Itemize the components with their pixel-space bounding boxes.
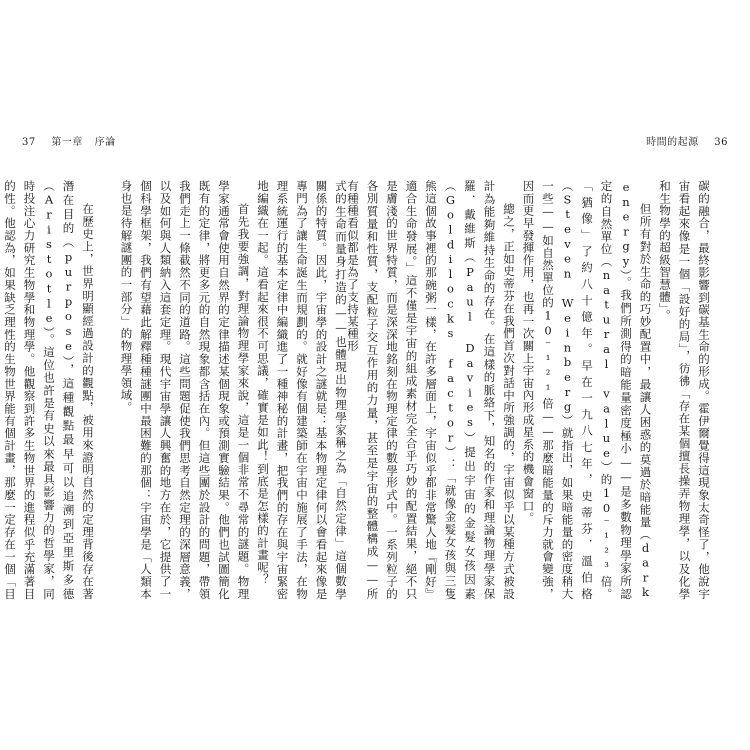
left-paragraph-3: 在歷史上，世界明顯經過設計的觀點，被用來證明自然的定理背後存在著潛在目的（purpose），這種觀點最早可以追溯到亞里斯多德（Aristotle）。這位也許是有史以來最具影響力的哲學家，同時投注心力研究生物學和物理學。他觀察到許多生物世界的進程似乎充滿著目的性。他認為，如果缺乏理性的生物世界能有個計畫，那麼一定存在一個「目 xyxy=(3,180,95,600)
right-page-number: 36 xyxy=(714,137,728,148)
right-paragraph-2: 但所有對於生命的巧妙配置中，最讓人困惑的莫過於暗能量（dark energy）。我們所測得的暗能量密度極小——是多數物理學家所認定的自然單位（natural value）的10⁻¹²³倍。「猶像」了約八十億年。早在一九八七年，史蒂芬．溫伯格（Steven Weinberg）就指出，如果暗能量的密度稍大一些——如自然單位的10⁻¹²¹倍——那麼暗能量的斥力就會變強，因而更早發揮作用，也再一次關上宇宙內形成星系的機會窗口。 xyxy=(521,180,653,600)
right-page-body xyxy=(346,180,713,600)
right-page xyxy=(346,180,713,600)
left-paragraph-2: 首先我要強調，對理論物理學家來說，這是一個非常不尋常的謎題。物理學家通常會使用自然界的定律描述某個現象或預測實驗結果。他們也試圖簡化既有的定律，將更多元的自然現象都含括在內。但這些團於設計的問題，帶領我們走上一條截然不同的道路。這些問題促使我們思考自然定理的深層意義，以及如何與人類納入這套定理。現代宇宙學讓人興奮的地方在於，它提供了一個科學框架，我們有望藉此解釋種種謎團中最困難的那個：宇宙學是「人類本身也是待解謎團的一部分」的物理學領域。 xyxy=(119,180,251,600)
right-paragraph-3: 總之，正如史蒂芬在我們首次對話中所強調的，宇宙似乎以某種方式被設計為能夠維持生命的存在。在這樣的脈絡下，知名的作家和理論物理學家保羅．戴維斯（Paul Davies）提出宇宙的金髮女孩因素（Goldilocks factor）：「就像金髮女孩與三隻熊這個故事裡的那碗粥一樣，在許多層面上，宇宙似乎都非常驚人地『剛好』適合生命發展。」這不僅是宇宙的組成素材完全合乎巧妙的配置結果，絕不只是膚淺的世界特質，而是深深地銘刻在物理定律的數學形式中。一系列粒子的各別質量和性質，支配粒子交互作用的力量，甚至是宇宙的整體構成——所有種種看似都是為了支持某種形 xyxy=(346,180,516,600)
left-page xyxy=(3,180,350,600)
left-paragraph-1: 式的生命而量身打造的——也體現出物理學家稱之為「自然定律」這個數學關係的特質。因此，宇宙學的設計之謎就是：基本物理定律何以會看起來像是專門為了讓生命誕生而規劃的。就好像有個建築師在宇宙中施展了手法，在物理系統運行的基本定律中編織進了一種神秘的計畫，把我們的存在與宇宙緊密地編織在一起。這看起來很不可思議，確實是如此！到底是怎樣的計畫呢？ xyxy=(256,180,348,600)
left-chapter-label: 第一章 xyxy=(51,137,83,148)
left-page-number: 37 xyxy=(22,137,36,148)
left-page-body xyxy=(3,180,350,600)
right-book-title: 時間的起源 xyxy=(646,137,699,148)
right-paragraph-1: 碳的融合，最終影響到碳基生命的形成。霍伊爾覺得這現象太奇怪了，他說宇宙看起來像是一個「設好的局」，彷彿「存在某個擅長操弄物理學，以及化學和生物學的超級智慧體」。 xyxy=(658,180,711,600)
right-running-head xyxy=(646,137,728,149)
left-running-head xyxy=(22,137,116,149)
left-chapter-title: 序論 xyxy=(94,137,116,148)
